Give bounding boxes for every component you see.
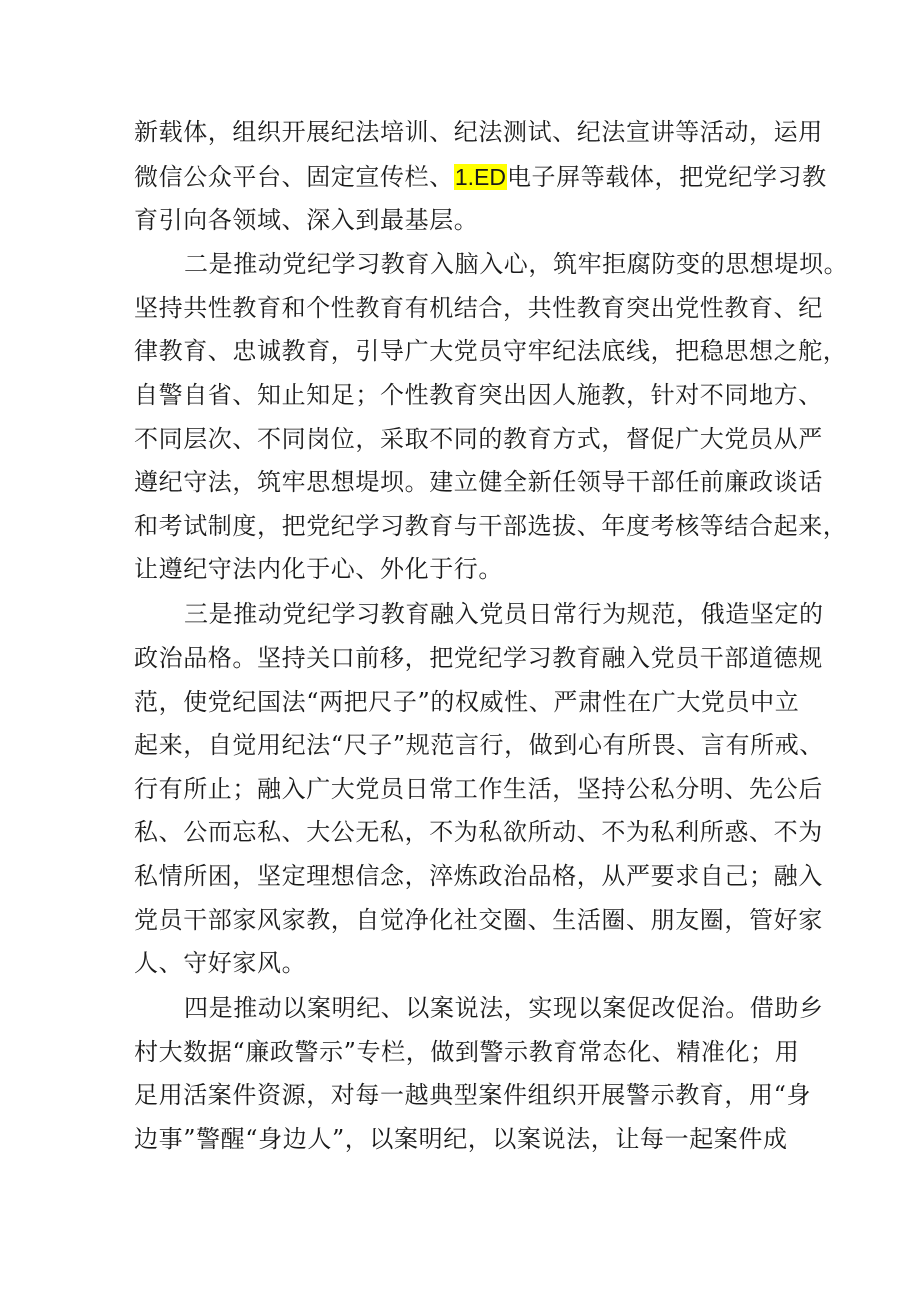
paragraph-start-line: 三是推动党纪学习教育融入党员日常行为规范，俄造坚定的 [184,600,824,628]
text-segment: 电子屏等载体，把党纪学习教 [506,163,827,191]
text-line: 范，使党纪国法“两把尺子”的权威性、严肃性在广大党员中立 [134,688,800,716]
text-line: 起来，自觉用纪法“尺子”规范言行，做到心有所畏、言有所戒、 [134,731,824,759]
text-segment: 微信公众平台、固定宣传栏、 [134,163,454,191]
paragraph-start-line: 四是推动以案明纪、以案说法，实现以案促改促治。借助乡 [184,994,824,1022]
text-line: 遵纪守法，筑牢思想堤坝。建立健全新任领导干部任前廉政谈话 [134,468,823,496]
text-line: 让遵纪守法内化于心、外化于行。 [134,555,503,583]
text-line: 不同层次、不同岗位，采取不同的教育方式，督促广大党员从严 [134,425,823,453]
text-line: 私、公而忘私、大公无私，不为私欲所动、不为私利所惑、不为 [134,818,823,846]
text-line: 党员干部家风家教，自觉净化社交圈、生活圈、朋友圈，管好家 [134,906,823,934]
text-line-with-highlight [134,157,827,197]
text-line: 和考试制度，把党纪学习教育与干部选拔、年度考核等结合起来， [134,512,848,540]
text-line: 新载体，组织开展纪法培训、纪法测试、纪法宣讲等活动，运用 [134,118,823,146]
text-line: 村大数据“廉政警示”专栏，做到警示教育常态化、精准化；用 [134,1038,800,1066]
text-line: 政治品格。坚持关口前移，把党纪学习教育融入党员干部道德规 [134,644,823,672]
text-line: 边事”警醒“身边人”，以案明纪，以案说法，让每一起案件成 [134,1125,788,1153]
paragraph-start-line: 二是推动党纪学习教育入脑入心，筑牢拒腐防变的思想堤坝。 [184,250,849,278]
text-line: 足用活案件资源，对每一越典型案件组织开展警示教育，用“身 [134,1081,812,1109]
text-line: 行有所止；融入广大党员日常工作生活，坚持公私分明、先公后 [134,775,823,803]
text-line: 育引向各领域、深入到最基层。 [134,206,479,234]
text-line: 自警自省、知止知足；个性教育突出因人施教，针对不同地方、 [134,381,823,409]
text-line: 坚持共性教育和个性教育有机结合，共性教育突出党性教育、纪 [134,294,823,322]
text-line: 律教育、忠诚教育，引导广大党员守牢纪法底线，把稳思想之舵， [134,337,848,365]
text-line: 人、守好家风。 [134,949,307,977]
text-line: 私情所困，坚定理想信念，淬炼政治品格，从严要求自己；融入 [134,862,823,890]
highlighted-text: 1.ED [454,164,506,190]
